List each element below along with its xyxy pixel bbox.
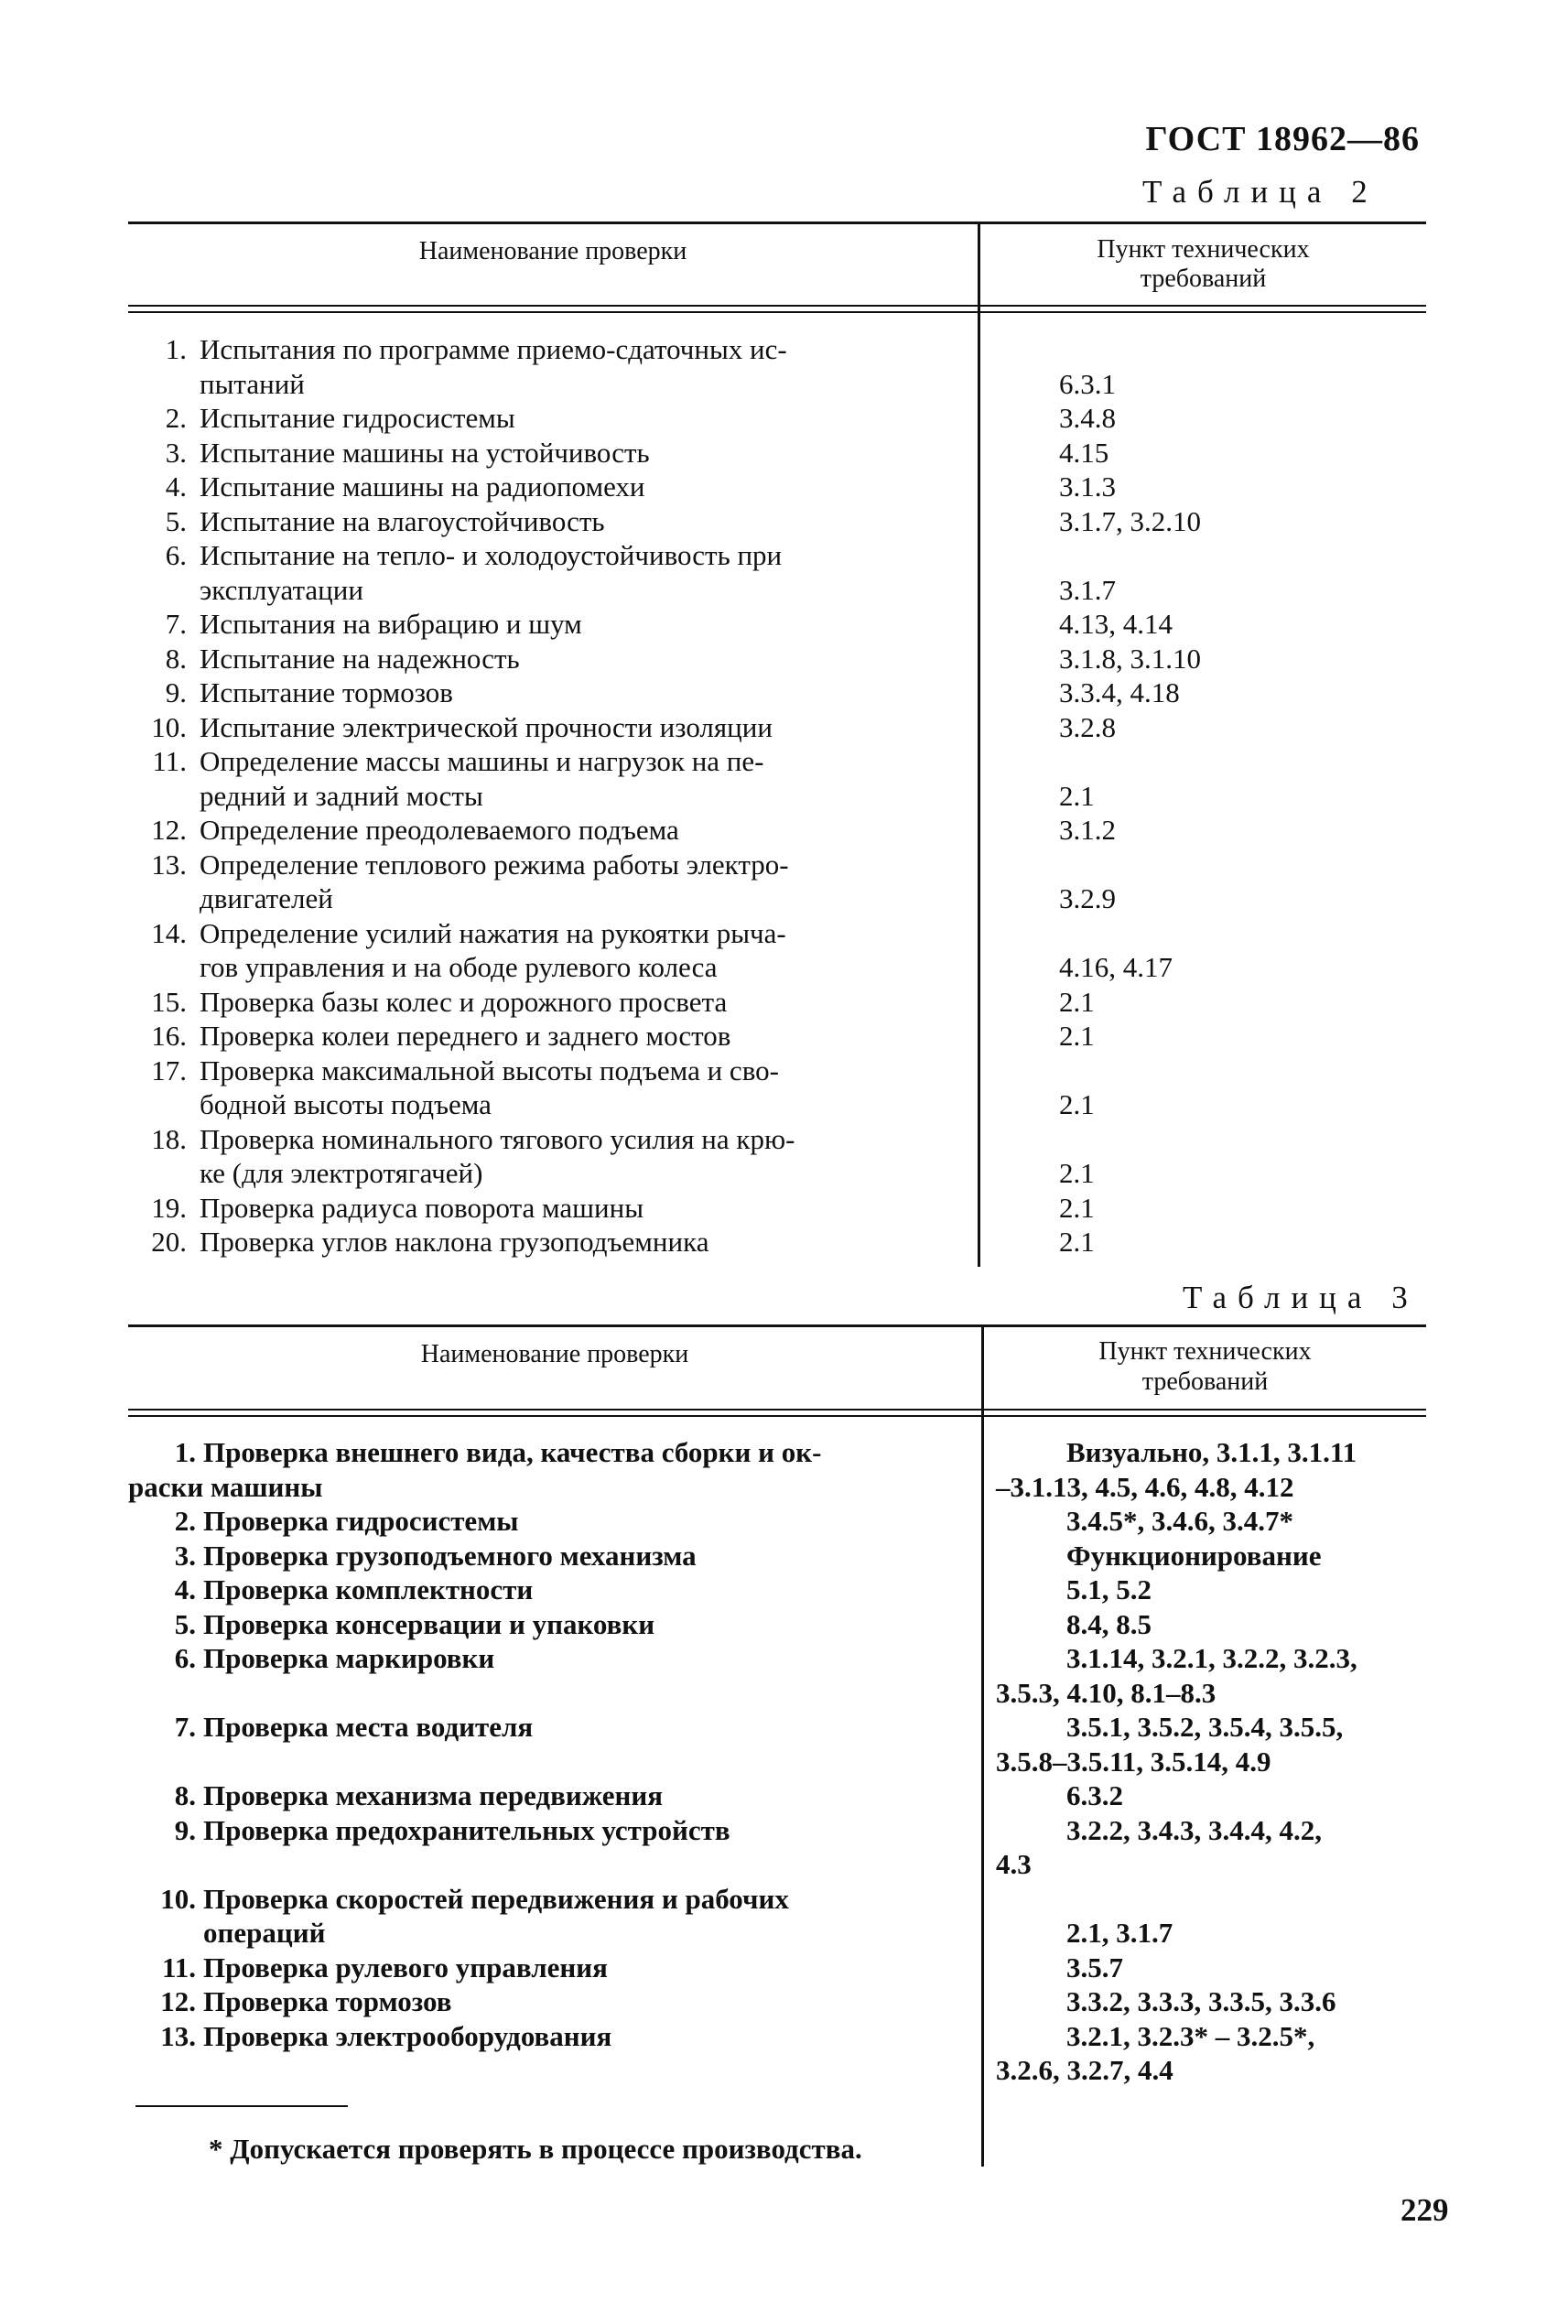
row-number: 11. <box>161 1951 196 1984</box>
table-3-header-rule-1 <box>128 1409 1426 1411</box>
row-number: 13. <box>151 848 187 881</box>
row-number: 8. <box>165 642 187 675</box>
row-requirement-ref: 3.1.7, 3.2.10 <box>1059 504 1201 537</box>
row-check-name: Испытание на влагоустойчивость <box>200 504 605 537</box>
table-row <box>0 642 1465 676</box>
table-row <box>0 367 1465 402</box>
row-requirement-ref: 3.5.8–3.5.11, 3.5.14, 4.9 <box>996 1745 1271 1778</box>
row-check-name: Испытание машины на устойчивость <box>200 436 650 469</box>
row-check-name: Проверка внешнего вида, качества сборки и ок- <box>203 1436 822 1468</box>
row-check-name: Проверка грузоподъемного механизма <box>203 1539 697 1572</box>
table-row <box>0 1539 1465 1573</box>
row-requirement-ref: 2.1 <box>1059 1191 1095 1224</box>
table-row <box>0 1122 1465 1157</box>
table-row <box>0 332 1465 367</box>
table-row <box>0 1847 1465 1882</box>
row-requirement-ref: 4.3 <box>996 1848 1032 1880</box>
row-number: 10. <box>160 1882 196 1915</box>
table-row <box>0 950 1465 985</box>
row-requirement-ref: 3.2.9 <box>1059 882 1116 914</box>
table-row <box>0 1916 1465 1951</box>
row-requirement-ref: 3.2.6, 3.2.7, 4.4 <box>996 2054 1173 2086</box>
table-row <box>0 848 1465 882</box>
row-check-name: раски машины <box>128 1470 323 1503</box>
row-check-name: Проверка тормозов <box>203 1985 452 2017</box>
table-row <box>0 1573 1465 1607</box>
row-check-name: Проверка маркировки <box>203 1642 495 1674</box>
row-requirement-ref: 2.1 <box>1059 779 1095 812</box>
row-requirement-ref: 3.2.8 <box>1059 710 1116 743</box>
row-requirement-ref: 3.5.3, 4.10, 8.1–8.3 <box>996 1676 1217 1709</box>
row-number: 12. <box>151 814 187 846</box>
row-check-name: двигателей <box>200 882 333 914</box>
table-row <box>0 985 1465 1020</box>
row-check-name: Испытание гидросистемы <box>200 402 515 434</box>
table-2-top-rule <box>128 222 1426 224</box>
row-requirement-ref: 2.1 <box>1059 1088 1095 1120</box>
row-number: 18. <box>151 1122 187 1155</box>
row-number: 14. <box>151 916 187 949</box>
table-2-header-ref-2: требований <box>1140 265 1267 293</box>
table-row <box>0 1191 1465 1226</box>
row-check-name: Проверка предохранительных устройств <box>203 1813 730 1846</box>
row-requirement-ref: 3.4.5*, 3.4.6, 3.4.7* <box>1066 1505 1293 1537</box>
row-requirement-ref: 4.15 <box>1059 436 1109 469</box>
row-number: 20. <box>151 1226 187 1258</box>
table-row <box>0 1676 1465 1711</box>
row-check-name: Проверка места водителя <box>203 1711 534 1743</box>
row-check-name: Проверка максимальной высоты подъема и сво- <box>200 1054 779 1086</box>
table-row <box>0 1951 1465 1985</box>
row-number: 17. <box>151 1054 187 1086</box>
row-requirement-ref: 2.1 <box>1059 1226 1095 1258</box>
row-requirement-ref: 3.5.1, 3.5.2, 3.5.4, 3.5.5, <box>1066 1711 1344 1743</box>
table-row <box>0 504 1465 539</box>
row-number: 9. <box>174 1813 196 1846</box>
row-requirement-ref: 2.1 <box>1059 985 1095 1018</box>
row-check-name: Проверка скоростей передвижения и рабочих <box>203 1882 789 1915</box>
row-check-name: Проверка радиуса поворота машины <box>200 1191 644 1224</box>
row-requirement-ref: 4.13, 4.14 <box>1059 608 1173 640</box>
row-number: 12. <box>160 1985 196 2017</box>
row-number: 6. <box>165 539 187 571</box>
row-check-name: Проверка электрооборудования <box>203 2019 612 2052</box>
row-check-name: Испытание тормозов <box>200 676 453 708</box>
row-requirement-ref: 3.1.8, 3.1.10 <box>1059 642 1201 675</box>
row-check-name: Определение усилий нажатия на рукоятки рыча- <box>200 916 786 949</box>
row-number: 2. <box>165 402 187 434</box>
table-row <box>0 916 1465 951</box>
row-number: 4. <box>165 470 187 503</box>
table-row <box>0 1813 1465 1848</box>
row-check-name: Проверка гидросистемы <box>203 1505 519 1537</box>
row-number: 9. <box>165 676 187 708</box>
row-check-name: редний и задний мосты <box>200 779 483 812</box>
row-number: 7. <box>165 608 187 640</box>
row-requirement-ref: 4.16, 4.17 <box>1059 951 1173 983</box>
row-requirement-ref: –3.1.13, 4.5, 4.6, 4.8, 4.12 <box>996 1470 1294 1503</box>
table-2-header-ref-1: Пункт технических <box>1097 235 1310 264</box>
row-number: 10. <box>151 710 187 743</box>
table-row <box>0 1087 1465 1122</box>
table-3-top-rule <box>128 1324 1426 1327</box>
row-check-name: операций <box>203 1917 326 1949</box>
row-number: 5. <box>174 1607 196 1640</box>
table-row <box>0 1882 1465 1917</box>
row-requirement-ref: 2.1 <box>1059 1157 1095 1189</box>
row-number: 16. <box>151 1020 187 1052</box>
table-row <box>0 1778 1465 1813</box>
footnote: * Допускается проверять в процессе производства. <box>209 2133 862 2165</box>
table-row <box>0 607 1465 642</box>
row-check-name: Проверка рулевого управления <box>203 1951 608 1984</box>
table-row <box>0 1054 1465 1088</box>
row-check-name: ке (для электротягачей) <box>200 1157 483 1189</box>
row-requirement-ref: 8.4, 8.5 <box>1066 1607 1152 1640</box>
row-requirement-ref: 3.1.14, 3.2.1, 3.2.2, 3.2.3, <box>1066 1642 1357 1674</box>
row-check-name: эксплуатации <box>200 573 363 606</box>
table-row <box>0 2019 1465 2054</box>
row-number: 1. <box>174 1436 196 1468</box>
table-row <box>0 1019 1465 1054</box>
table-row <box>0 1504 1465 1539</box>
table-2-label: Таблица 2 <box>1142 174 1379 210</box>
row-requirement-ref: 3.3.4, 4.18 <box>1059 676 1180 708</box>
row-requirement-ref: Функционирование <box>1066 1539 1322 1572</box>
table-row <box>0 1710 1465 1745</box>
row-number: 13. <box>160 2019 196 2052</box>
document-code: ГОСТ 18962—86 <box>1145 120 1420 158</box>
table-3-header-ref-1: Пункт технических <box>1098 1337 1312 1366</box>
table-row <box>0 1641 1465 1676</box>
table-3-header-rule-2 <box>128 1415 1426 1417</box>
row-check-name: Проверка комплектности <box>203 1573 534 1605</box>
table-row <box>0 1607 1465 1642</box>
row-number: 19. <box>151 1191 187 1224</box>
row-requirement-ref: 3.3.2, 3.3.3, 3.3.5, 3.3.6 <box>1066 1985 1336 2017</box>
row-requirement-ref: 3.2.1, 3.2.3* – 3.2.5*, <box>1066 2019 1315 2052</box>
table-3-label: Таблица 3 <box>1183 1280 1419 1315</box>
table-row <box>0 744 1465 779</box>
row-check-name: Испытание на надежность <box>200 642 520 675</box>
table-row <box>0 1225 1465 1259</box>
row-requirement-ref: Визуально, 3.1.1, 3.1.11 <box>1066 1436 1357 1468</box>
row-check-name: Проверка углов наклона грузоподъемника <box>200 1226 709 1258</box>
row-check-name: бодной высоты подъема <box>200 1088 492 1120</box>
row-check-name: Определение теплового режима работы электро- <box>200 848 789 881</box>
row-check-name: Проверка механизма передвижения <box>203 1779 664 1811</box>
table-row <box>0 779 1465 814</box>
table-row <box>0 1745 1465 1779</box>
row-number: 8. <box>174 1779 196 1811</box>
table-row <box>0 1435 1465 1470</box>
row-number: 15. <box>151 985 187 1018</box>
row-check-name: Испытание машины на радиопомехи <box>200 470 645 503</box>
table-3-header-ref-2: требований <box>1141 1367 1269 1396</box>
table-row <box>0 1470 1465 1505</box>
row-number: 6. <box>174 1642 196 1674</box>
table-row <box>0 676 1465 710</box>
table-row <box>0 2053 1465 2088</box>
table-row <box>0 470 1465 504</box>
table-2-header-name: Наименование проверки <box>418 237 687 265</box>
table-3-header-name: Наименование проверки <box>420 1340 689 1368</box>
row-requirement-ref: 6.3.2 <box>1066 1779 1123 1811</box>
row-number: 3. <box>174 1539 196 1572</box>
row-check-name: пытаний <box>200 367 305 400</box>
row-check-name: Определение преодолеваемого подъема <box>200 814 679 846</box>
row-check-name: Проверка базы колес и дорожного просвета <box>200 985 728 1018</box>
page-number: 229 <box>1400 2192 1449 2228</box>
table-row <box>0 573 1465 608</box>
table-row <box>0 1984 1465 2019</box>
table-2-header-rule-2 <box>128 311 1426 313</box>
row-requirement-ref: 2.1 <box>1059 1020 1095 1052</box>
table-2-header-rule-1 <box>128 305 1426 307</box>
row-number: 4. <box>174 1573 196 1605</box>
row-number: 1. <box>165 333 187 365</box>
row-check-name: Испытание электрической прочности изоляции <box>200 710 773 743</box>
row-number: 11. <box>152 745 187 777</box>
row-check-name: Проверка колеи переднего и заднего мостов <box>200 1020 731 1052</box>
table-row <box>0 1156 1465 1191</box>
footnote-rule <box>135 2105 348 2107</box>
table-row <box>0 436 1465 470</box>
row-check-name: Испытание на тепло- и холодоустойчивость при <box>200 539 783 571</box>
row-requirement-ref: 3.4.8 <box>1059 402 1116 434</box>
row-number: 5. <box>165 504 187 537</box>
row-check-name: Испытания на вибрацию и шум <box>200 608 582 640</box>
row-number: 3. <box>165 436 187 469</box>
row-requirement-ref: 3.1.7 <box>1059 573 1116 606</box>
row-check-name: Испытания по программе приемо-сдаточных ис- <box>200 333 787 365</box>
table-row <box>0 401 1465 436</box>
row-check-name: Определение массы машины и нагрузок на пе- <box>200 745 764 777</box>
table-row <box>0 881 1465 916</box>
row-number: 7. <box>174 1711 196 1743</box>
row-check-name: Проверка номинального тягового усилия на крю- <box>200 1122 795 1155</box>
row-check-name: Проверка консервации и упаковки <box>203 1607 655 1640</box>
row-check-name: гов управления и на ободе рулевого колеса <box>200 951 718 983</box>
row-requirement-ref: 3.2.2, 3.4.3, 3.4.4, 4.2, <box>1066 1813 1322 1846</box>
row-number: 2. <box>174 1505 196 1537</box>
row-requirement-ref: 3.1.3 <box>1059 470 1116 503</box>
row-requirement-ref: 6.3.1 <box>1059 367 1116 400</box>
row-requirement-ref: 5.1, 5.2 <box>1066 1573 1152 1605</box>
row-requirement-ref: 3.5.7 <box>1066 1951 1123 1984</box>
row-requirement-ref: 3.1.2 <box>1059 814 1116 846</box>
table-row <box>0 813 1465 848</box>
row-requirement-ref: 2.1, 3.1.7 <box>1066 1917 1173 1949</box>
table-row <box>0 538 1465 573</box>
table-row <box>0 710 1465 745</box>
